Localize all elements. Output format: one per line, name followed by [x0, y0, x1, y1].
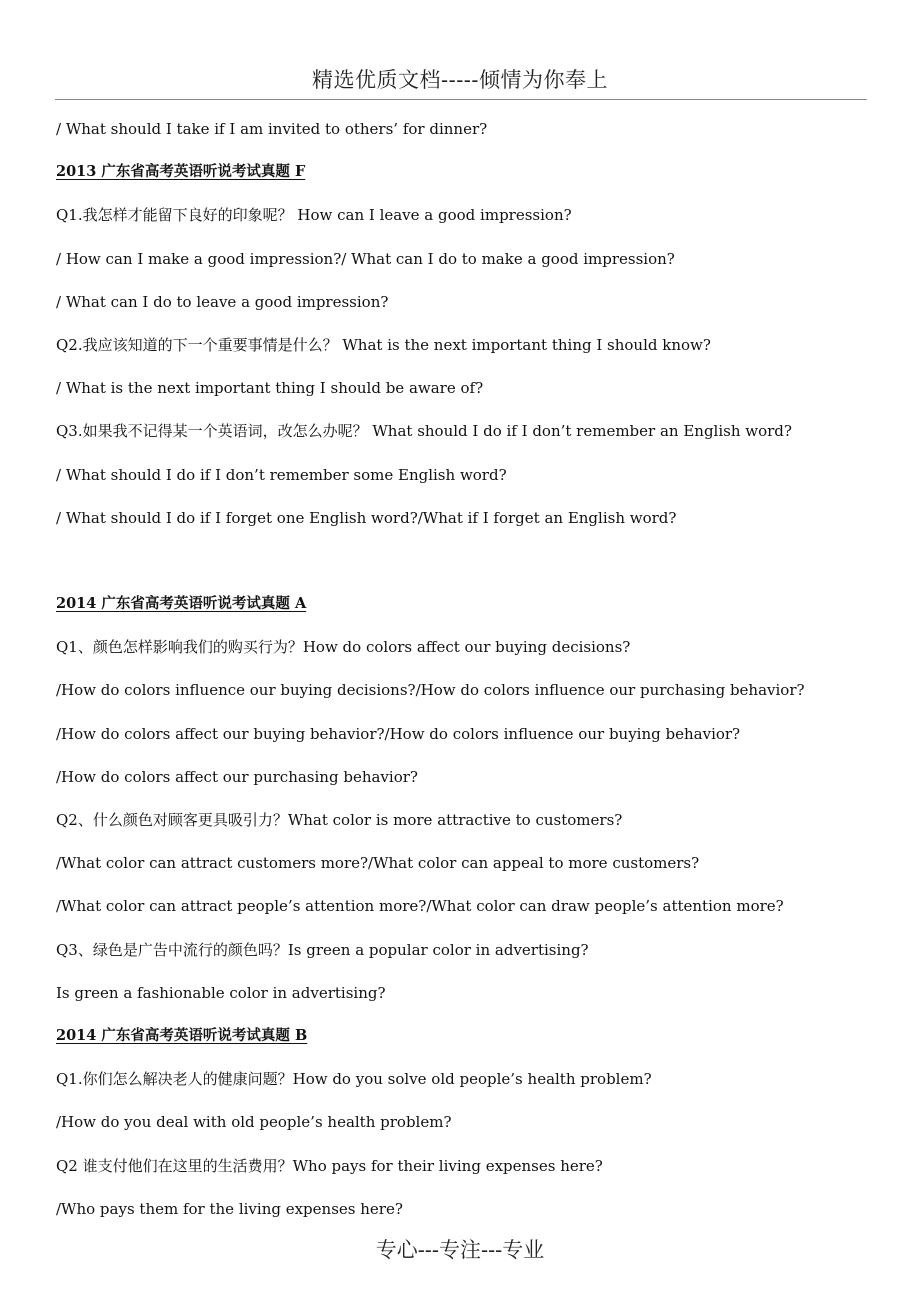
text-line: Q1、颜色怎样影响我们的购买行为？How do colors affect our buying decisions?: [56, 638, 631, 657]
text-line: /How do colors influence our buying decisions?/How do colors influence our purchasing behavior?: [56, 681, 805, 700]
text-line: / What can I do to leave a good impression?: [56, 292, 389, 311]
text-line: Q2 谁支付他们在这里的生活费用？Who pays for their living expenses here?: [56, 1156, 603, 1175]
blank-line: [56, 548, 866, 591]
page-footer: 专心---专注---专业: [375, 1238, 545, 1262]
text-line: /Who pays them for the living expenses here?: [56, 1199, 403, 1218]
text-line: Q2.我应该知道的下一个重要事情是什么？ What is the next important thing I should know?: [56, 335, 711, 354]
text-line: /What color can attract customers more?/What color can appeal to more customers?: [56, 854, 700, 873]
text-line: / What is the next important thing I should be aware of?: [56, 379, 484, 398]
text-line: /How do you deal with old people’s health problem?: [56, 1113, 452, 1132]
text-line: / What should I take if I am invited to others’ for dinner?: [56, 120, 488, 138]
text-line: Q1.你们怎么解决老人的健康问题？How do you solve old people’s health problem?: [56, 1070, 652, 1089]
text-line: /What color can attract people’s attention more?/What color can draw people’s attention more?: [56, 897, 784, 916]
section-heading-text: 2014 广东省高考英语听说考试真题 A: [56, 595, 307, 613]
header-divider: [55, 99, 867, 100]
text-line: / What should I do if I don’t remember some English word?: [56, 465, 507, 484]
text-line: /How do colors affect our purchasing behavior?: [56, 767, 418, 786]
text-line: Q3.如果我不记得某一个英语词，改怎么办呢？ What should I do if I don’t remember an English word?: [56, 422, 792, 441]
text-line: / What should I do if I forget one English word?/What if I forget an English word?: [56, 508, 677, 527]
section-heading: [56, 591, 866, 634]
text-line: / How can I make a good impression?/ What can I do to make a good impression?: [56, 249, 675, 268]
section-heading: [56, 159, 866, 202]
section-heading-text: 2013 广东省高考英语听说考试真题 F: [56, 163, 306, 181]
text-line: Q2、什么颜色对顾客更具吸引力？What color is more attractive to customers?: [56, 811, 623, 829]
page-header-title: 精选优质文档-----倾情为你奉上: [312, 68, 608, 92]
document-body: [56, 116, 866, 1239]
text-line: /How do colors affect our buying behavior?/How do colors influence our buying behavior?: [56, 724, 741, 743]
text-line: Is green a fashionable color in advertising?: [56, 983, 386, 1002]
section-heading: [56, 1023, 866, 1066]
text-line: Q1.我怎样才能留下良好的印象呢？ How can I leave a good impression?: [56, 206, 572, 225]
text-line: Q3、绿色是广告中流行的颜色吗？Is green a popular color in advertising?: [56, 940, 589, 959]
section-heading-text: 2014 广东省高考英语听说考试真题 B: [56, 1026, 308, 1044]
